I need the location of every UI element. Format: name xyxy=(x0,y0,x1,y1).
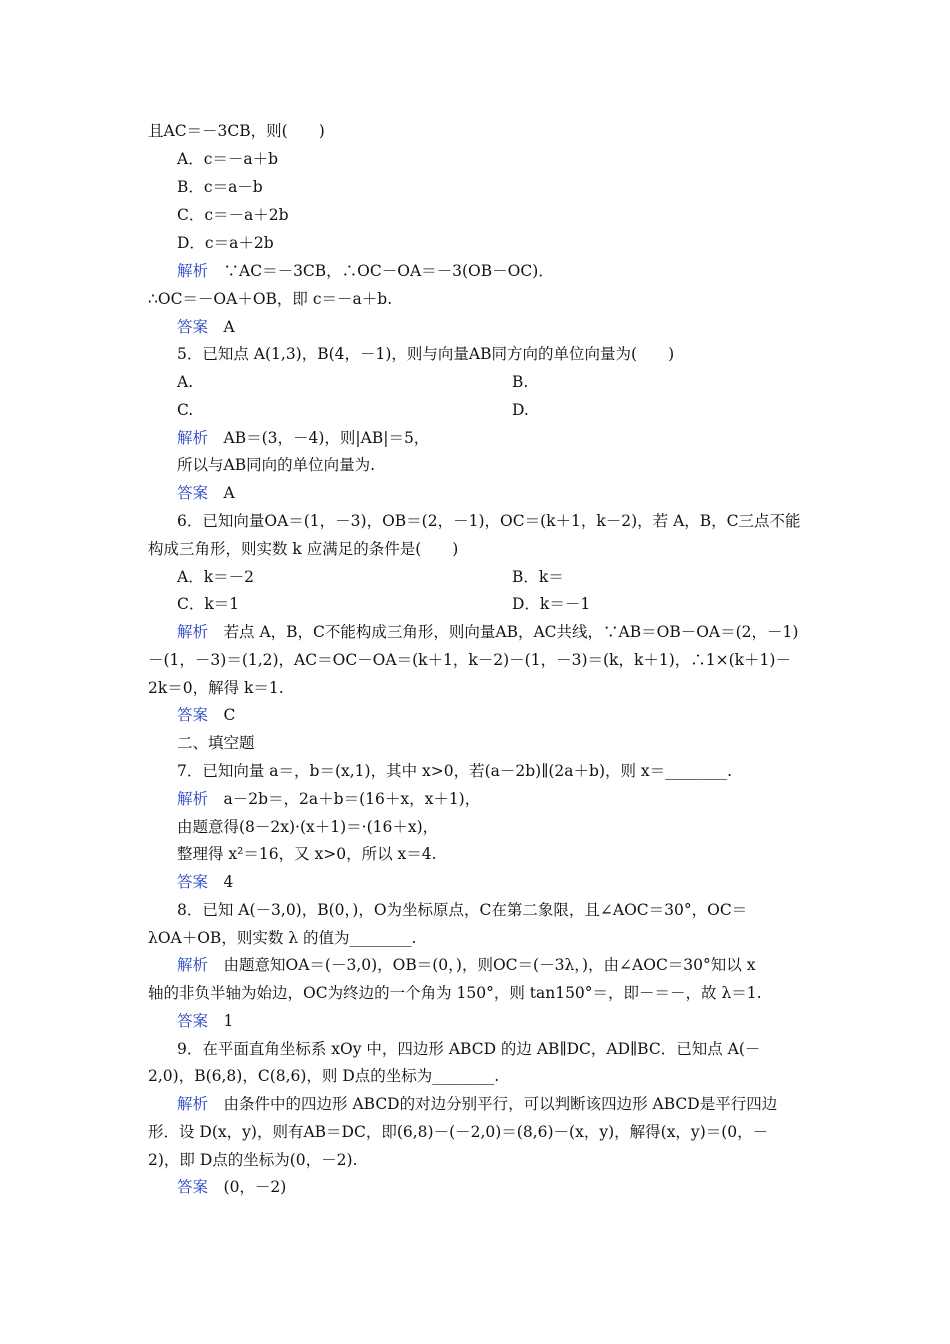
text-line xyxy=(177,871,233,893)
section-tag: 解析 xyxy=(177,956,209,974)
line-text: 4 xyxy=(208,873,234,891)
line-text: －(1，－3)＝(1,2)，AC＝OC－OA＝(k＋1，k－2)－(1，－3)＝(k，k＋1)，∴1×(k＋1)－ xyxy=(148,651,791,669)
section-tag: 答案 xyxy=(177,484,209,502)
line-text: 2)，即 D点的坐标为(0，－2). xyxy=(148,1151,358,1169)
line-text: 2k＝0，解得 k＝1. xyxy=(148,679,284,697)
text-line xyxy=(148,927,416,949)
text-line xyxy=(177,399,193,421)
line-text: 7．已知向量 a＝，b＝(x,1)，其中 x>0，若(a－2b)∥(2a＋b)，则 x＝________. xyxy=(177,762,733,780)
line-text: A xyxy=(208,484,235,502)
section-tag: 答案 xyxy=(177,706,209,724)
section-tag: 答案 xyxy=(177,873,209,891)
text-line xyxy=(177,454,375,476)
line-text: ∴OC＝－OA＋OB，即 c＝－a＋b. xyxy=(148,290,393,308)
section-tag: 解析 xyxy=(177,623,209,641)
line-text: C. xyxy=(177,401,194,419)
text-line xyxy=(177,732,255,754)
line-text: 若点 A，B，C不能构成三角形，则向量AB，AC共线，∵AB＝OB－OA＝(2，－1) xyxy=(208,623,799,641)
line-text: A．k＝－2 xyxy=(177,568,254,586)
text-line xyxy=(177,566,254,588)
line-text: 且AC＝－3CB，则( ) xyxy=(148,122,325,140)
text-line xyxy=(512,371,528,393)
line-text: B. xyxy=(512,373,529,391)
section-tag: 解析 xyxy=(177,262,209,280)
line-text: C xyxy=(208,706,236,724)
text-line xyxy=(177,510,801,532)
line-text: 所以与AB同向的单位向量为. xyxy=(177,456,376,474)
text-line xyxy=(177,427,429,449)
text-line xyxy=(177,1093,777,1115)
line-text: B．c＝a－b xyxy=(177,178,263,196)
text-line xyxy=(177,1010,233,1032)
section-tag: 答案 xyxy=(177,318,209,336)
line-text: 整理得 x²＝16，又 x>0，所以 x＝4. xyxy=(177,845,437,863)
line-text: D．k＝－1 xyxy=(512,595,591,613)
line-text: A xyxy=(208,318,235,336)
text-line xyxy=(177,704,235,726)
line-text: 由题意得(8－2x)·(x＋1)＝·(16＋x)， xyxy=(177,818,439,836)
text-line xyxy=(148,1121,768,1143)
text-line xyxy=(512,566,564,588)
line-text: 由条件中的四边形 ABCD的对边分别平行，可以判断该四边形 ABCD是平行四边 xyxy=(208,1095,778,1113)
text-line xyxy=(148,982,762,1004)
line-text: 5．已知点 A(1,3)，B(4，－1)，则与向量AB同方向的单位向量为( ) xyxy=(177,345,675,363)
text-line xyxy=(148,288,392,310)
line-text: A. xyxy=(177,373,194,391)
line-text: 构成三角形，则实数 k 应满足的条件是( ) xyxy=(148,540,459,558)
line-text: C．c＝－a＋2b xyxy=(177,206,289,224)
text-line xyxy=(512,593,590,615)
line-text: ∵AC＝－3CB，∴OC－OA＝－3(OB－OC)． xyxy=(208,262,554,280)
text-line xyxy=(177,954,755,976)
line-text: 2,0)，B(6,8)，C(8,6)，则 D点的坐标为________. xyxy=(148,1067,500,1085)
line-text: C．k＝1 xyxy=(177,595,240,613)
text-line xyxy=(177,176,263,198)
section-tag: 答案 xyxy=(177,1178,209,1196)
text-line xyxy=(177,316,235,338)
line-text: 由题意知OA＝(－3,0)，OB＝(0，)，则OC＝(－3λ，)，由∠AOC＝30°知以 x xyxy=(208,956,756,974)
text-line xyxy=(177,760,732,782)
text-line xyxy=(148,1065,499,1087)
line-text: 8．已知 A(－3,0)，B(0，)，O为坐标原点，C在第二象限，且∠AOC＝30°，OC＝ xyxy=(177,901,748,919)
text-line xyxy=(177,343,674,365)
text-line xyxy=(177,899,747,921)
text-line xyxy=(177,788,480,810)
line-text: a－2b＝，2a＋b＝(16＋x，x＋1)， xyxy=(208,790,481,808)
line-text: 形．设 D(x，y)，则有AB＝DC，即(6,8)－(－2,0)＝(8,6)－(x，y)，解得(x，y)＝(0，－ xyxy=(148,1123,769,1141)
text-line xyxy=(177,621,798,643)
line-text: D．c＝a＋2b xyxy=(177,234,274,252)
text-line xyxy=(177,204,289,226)
text-line xyxy=(148,538,458,560)
line-text: AB＝(3，－4)，则|AB|＝5， xyxy=(208,429,430,447)
line-text: 二、填空题 xyxy=(177,734,255,752)
text-line xyxy=(177,371,193,393)
section-tag: 解析 xyxy=(177,790,209,808)
line-text: 6．已知向量OA＝(1，－3)，OB＝(2，－1)，OC＝(k＋1，k－2)，若 A，B，C三点不能 xyxy=(177,512,801,530)
text-line xyxy=(177,1038,760,1060)
text-line xyxy=(148,677,284,699)
text-line xyxy=(512,399,529,421)
line-text: B．k＝ xyxy=(512,568,564,586)
line-text: D. xyxy=(512,401,529,419)
line-text: 1 xyxy=(208,1012,234,1030)
text-line xyxy=(177,232,274,254)
text-line xyxy=(148,120,325,142)
text-line xyxy=(177,260,554,282)
line-text: (0，－2) xyxy=(208,1178,287,1196)
section-tag: 答案 xyxy=(177,1012,209,1030)
line-text: A．c＝－a＋b xyxy=(177,150,279,168)
text-line xyxy=(177,482,235,504)
text-line xyxy=(148,1149,358,1171)
text-line xyxy=(177,816,438,838)
line-text: 9．在平面直角坐标系 xOy 中，四边形 ABCD 的边 AB∥DC，AD∥BC．已知点 A(－ xyxy=(177,1040,761,1058)
text-line xyxy=(148,649,791,671)
section-tag: 解析 xyxy=(177,429,209,447)
line-text: 轴的非负半轴为始边，OC为终边的一个角为 150°，则 tan150°＝，即－＝－，故 λ＝1. xyxy=(148,984,762,1002)
text-line xyxy=(177,1176,286,1198)
line-text: λOA＋OB，则实数 λ 的值为________. xyxy=(148,929,417,947)
section-tag: 解析 xyxy=(177,1095,209,1113)
text-line xyxy=(177,148,278,170)
text-line xyxy=(177,843,437,865)
text-line xyxy=(177,593,239,615)
